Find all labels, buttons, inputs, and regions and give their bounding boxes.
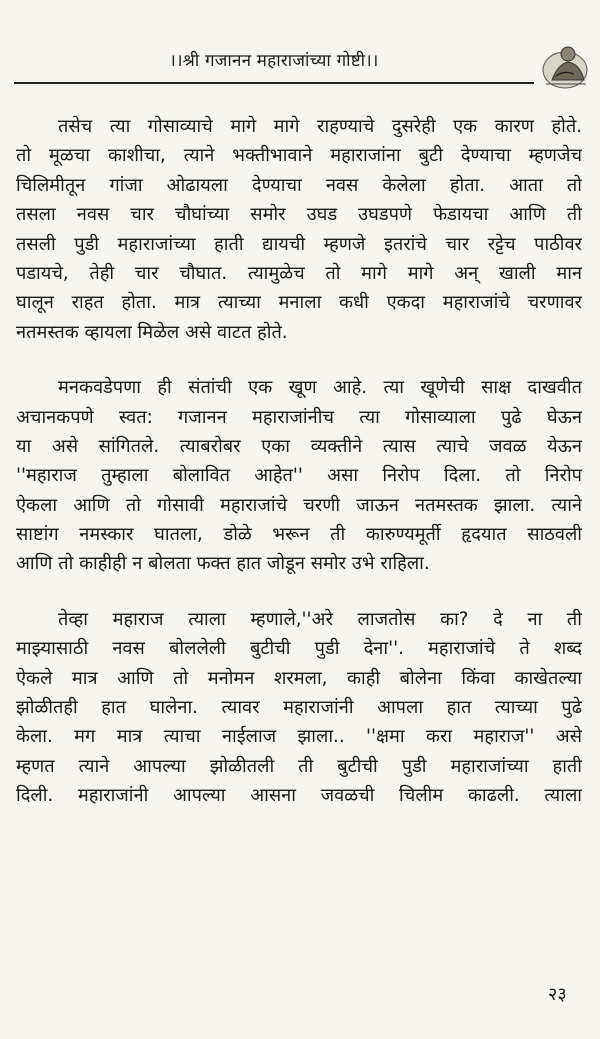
text-line: घालून राहत होता. मात्र त्याच्या मनाला कधी एकदा महाराजांचे चरणावर xyxy=(16,292,582,314)
text-line: झोळीतही हात घालेना. त्यावर महाराजांनी आपला हात त्याच्या पुढे xyxy=(16,697,582,719)
text-line: तसला नवस चार चौघांच्या समोर उघड उघडपणे फेडायचा आणि ती xyxy=(16,204,582,226)
text-line: तो मूळचा काशीचा, त्याने भक्तीभावाने महाराजांना बुटी देण्याचा म्हणजेच xyxy=(16,145,582,167)
header-rule xyxy=(14,82,534,84)
text-line: मनकवडेपणा ही संतांची एक खूण आहे. त्या खूणेची साक्ष दाखवीत xyxy=(58,377,582,399)
text-line: माझ्यासाठी नवस बोललेली बुटीची पुडी देना''. महाराजांचे ते शब्द xyxy=(16,638,582,660)
saint-portrait-icon xyxy=(538,40,590,92)
text-line: ऐकले मात्र आणि तो मनोमन शरमला, काही बोलेना किंवा काखेतल्या xyxy=(16,667,582,689)
text-line: म्हणत त्याने आपल्या झोळीतली ती बुटीची पुडी महाराजांच्या हाती xyxy=(16,755,582,777)
paragraph-gap xyxy=(16,579,582,605)
paragraph xyxy=(16,373,582,579)
text-line: दिली. महाराजांनी आपल्या आसना जवळची चिलीम काढली. त्याला xyxy=(16,785,582,807)
text-line: या असे सांगितले. त्याबरोबर एका व्यक्तीने त्यास त्याचे जवळ येऊन xyxy=(16,435,582,457)
page-number: २३ xyxy=(548,984,567,1005)
text-line: ''महाराज तुम्हाला बोलावित आहेत'' असा निरोप दिला. तो निरोप xyxy=(16,465,582,487)
text-line: तेव्हा महाराज त्याला म्हणाले,''अरे लाजतोस का? दे ना ती xyxy=(58,608,582,630)
header-title: ।।श्री गजानन महाराजांच्या गोष्टी।। xyxy=(169,51,379,71)
text-line: अचानकपणे स्वत: गजानन महाराजांनीच त्या गोसाव्याला पुढे घेऊन xyxy=(16,406,582,428)
text-line: तसेच त्या गोसाव्याचे मागे मागे राहण्याचे दुसरेही एक कारण होते. xyxy=(58,116,582,137)
text-line: केला. मग मात्र त्याचा नाईलाज झाला.. ''क्षमा करा महाराज'' असे xyxy=(16,726,582,748)
text-line: चिलिमीतून गांजा ओढायला देण्याचा नवस केलेला होता. आता तो xyxy=(16,174,582,196)
paragraph xyxy=(16,605,582,811)
text-line: आणि तो काहीही न बोलता फक्त हात जोडून समोर उभे राहिला. xyxy=(16,553,430,575)
paragraph-gap xyxy=(16,347,582,373)
body-text xyxy=(16,112,582,811)
paragraph xyxy=(16,112,582,347)
text-line: तसली पुडी महाराजांच्या हाती द्यायची म्हणजे इतरांचे चार रट्टेच पाठीवर xyxy=(16,233,582,255)
text-line: पडायचे, तेही चार चौघात. त्यामुळेच तो मागे मागे अन् खाली मान xyxy=(16,262,582,284)
text-line: ऐकला आणि तो गोसावी महाराजांचे चरणी जाऊन नतमस्तक झाला. त्याने xyxy=(16,494,582,516)
text-line: नतमस्तक व्हायला मिळेल असे वाटत होते. xyxy=(16,321,288,343)
text-line: साष्टांग नमस्कार घातला, डोळे भरून ती कारुण्यमूर्ती हृदयात साठवली xyxy=(16,524,582,546)
running-header xyxy=(14,36,534,86)
